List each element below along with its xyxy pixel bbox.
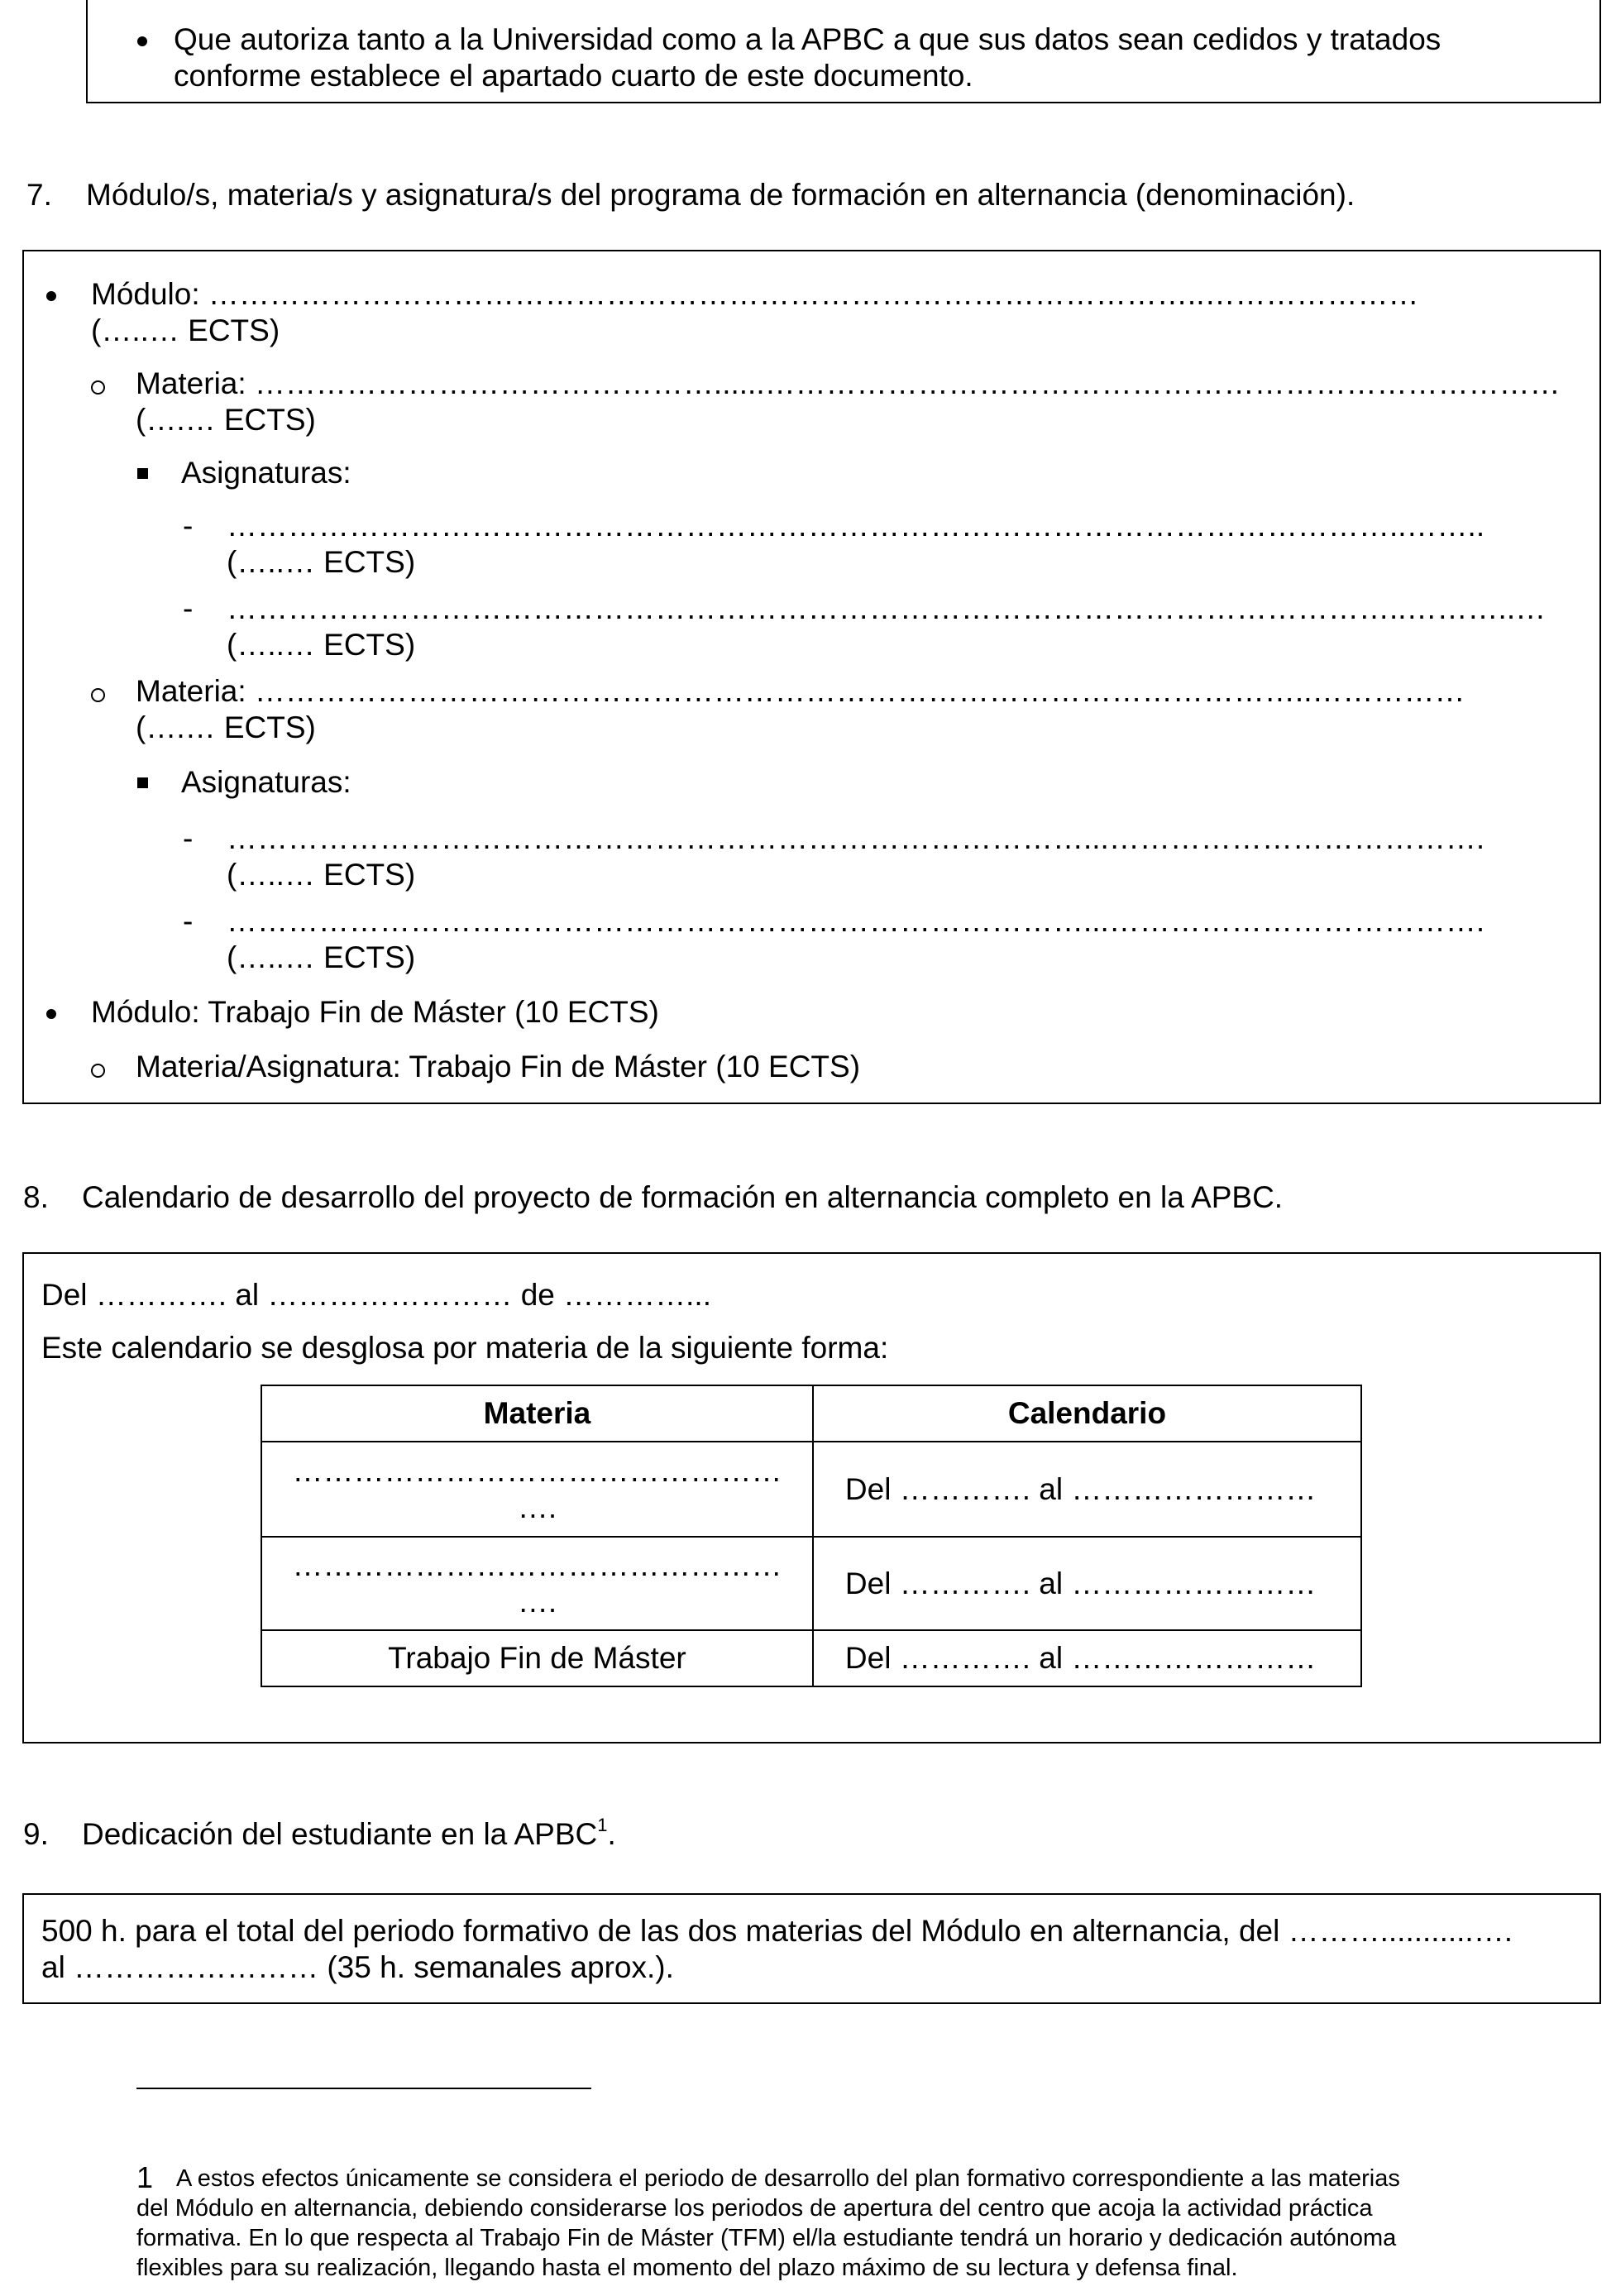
asignaturas-2-label: Asignaturas: — [181, 765, 351, 799]
section8-box — [22, 1252, 1601, 1744]
table-cell-calendario: Del …………. al …………………… — [813, 1630, 1361, 1686]
materia-1: Materia: ………………………………………......…………………………………………………………………… (….… ECTS) — [136, 366, 1561, 437]
materia-tfm: Materia/Asignatura: Trabajo Fin de Máster (10 ECTS) — [136, 1050, 861, 1083]
table-header-row — [261, 1385, 1361, 1442]
materia-2: Materia: …………………………………………………………………………………………..…………… (….… ECTS) — [136, 674, 1465, 744]
table-header-calendario: Calendario — [813, 1385, 1361, 1442]
asignatura-2a: …………………………………………………………………………...………………………………. (…..… ECTS) — [227, 821, 1485, 892]
asignatura-dash: - — [183, 821, 194, 855]
modulo-1: Módulo: ……………………………………………………………………………………..………………… (…..… ECTS) — [91, 277, 1419, 347]
asignatura-dash: - — [183, 904, 194, 938]
section9-box — [22, 1893, 1601, 2004]
table-header-materia: Materia — [261, 1385, 813, 1442]
asignatura-1a: ……………………………………………………………………………………………………..…….. (…..… ECTS) — [227, 509, 1485, 579]
asignatura-dash: - — [183, 509, 194, 543]
section7-number: 7. — [26, 178, 52, 212]
asignatura-1b: ……………………………………………………………………………………………………..………..… (…..… ECTS) — [227, 591, 1547, 662]
dedication-line1: 500 h. para el total del periodo formativo de las dos materias del Módulo en alternancia, del ………...........…. — [41, 1914, 1513, 1948]
footnote-ref: 1 — [597, 1815, 608, 1835]
section8-title: Calendario de desarrollo del proyecto de formación en alternancia completo en la APBC. — [82, 1180, 1284, 1214]
table-cell-calendario: Del …………. al …………………… — [813, 1537, 1361, 1630]
asignatura-2b: …………………………………………………………………………...………………………………. (…..… ECTS) — [227, 904, 1485, 974]
table-cell-calendario: Del …………. al …………………… — [813, 1442, 1361, 1537]
footnote-separator — [136, 2088, 591, 2089]
section7-title: Módulo/s, materia/s y asignatura/s del programa de formación en alternancia (denominación). — [86, 178, 1355, 212]
table-cell-materia: Trabajo Fin de Máster — [261, 1630, 813, 1686]
consent-text-line2: conforme establece el apartado cuarto de este documento. — [174, 59, 973, 93]
asignaturas-1-label: Asignaturas: — [181, 456, 351, 490]
circle-bullet-icon — [91, 1064, 105, 1078]
bullet-icon — [46, 1009, 56, 1019]
table-cell-materia: ………………………………………… …. — [261, 1442, 813, 1537]
section9-title: Dedicación del estudiante en la APBC$^1$. — [82, 1815, 616, 1851]
calendar-intro: Este calendario se desglosa por materia de la siguiente forma: — [41, 1331, 889, 1365]
consent-box — [86, 0, 1601, 103]
square-bullet-icon — [137, 468, 148, 479]
dedication-line2: al …………………… (35 h. semanales aprox.). — [41, 1950, 674, 1984]
table-cell-materia: ………………………………………… …. — [261, 1537, 813, 1630]
table-row — [261, 1537, 1361, 1630]
calendar-table — [261, 1385, 1362, 1687]
section8-number: 8. — [23, 1180, 49, 1214]
section7-box — [22, 250, 1601, 1104]
calendar-dates-line: Del …………. al …………………… de …………... — [41, 1278, 711, 1312]
bullet-icon — [137, 36, 147, 46]
circle-bullet-icon — [91, 380, 105, 395]
footnote-number: 1 — [136, 2160, 154, 2194]
consent-text-line1: Que autoriza tanto a la Universidad como a la APBC a que sus datos sean cedidos y tratados — [174, 22, 1441, 56]
table-row — [261, 1442, 1361, 1537]
footnote-text: A estos efectos únicamente se considera el periodo de desarrollo del plan formativo correspondiente a las materias del Módulo en alternancia, debiendo considerarse los periodos de apertura del centro que acoja la actividad práctica formativa. En lo que respecta al Trabajo Fin de Máster (TFM) el/la estudiante tendrá un horario y dedicación autónoma flexibles para su realización, llegando hasta el momento del plazo máximo de su lectura y defensa final. — [136, 2165, 1400, 2281]
circle-bullet-icon — [91, 688, 105, 702]
square-bullet-icon — [137, 777, 148, 788]
bullet-icon — [46, 291, 56, 301]
modulo-tfm: Módulo: Trabajo Fin de Máster (10 ECTS) — [91, 995, 659, 1029]
table-row — [261, 1630, 1361, 1686]
asignatura-dash: - — [183, 591, 194, 625]
section9-number: 9. — [23, 1817, 49, 1851]
